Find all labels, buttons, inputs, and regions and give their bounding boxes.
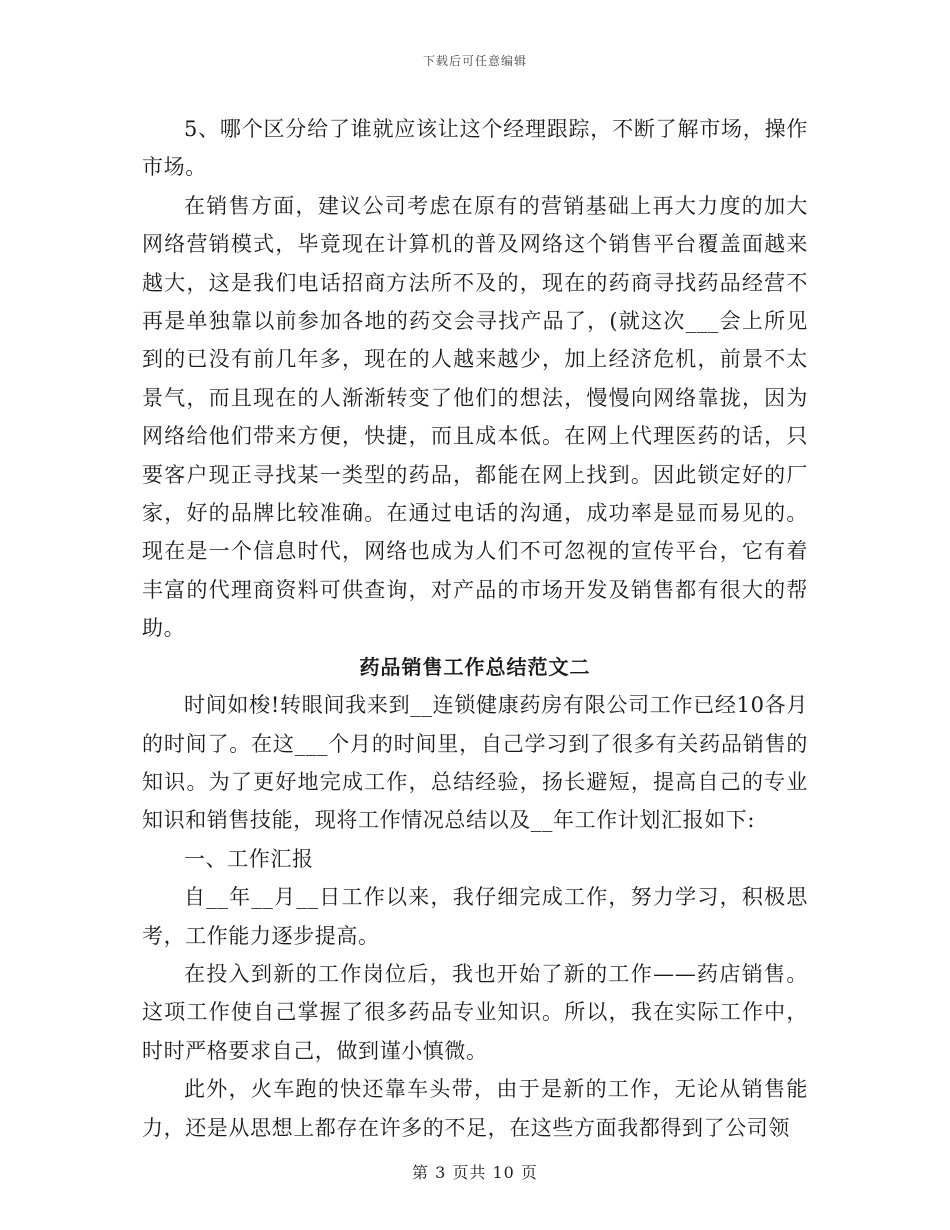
- subheading-work-report: 一、工作汇报: [184, 846, 314, 871]
- paragraph-item-5: 5、哪个区分给了谁就应该让这个经理跟踪，不断了解市场，操作市场。: [142, 117, 808, 180]
- section-title: 药品销售工作总结范文二: [359, 654, 591, 679]
- paragraph-work-start: 自__年__月__日工作以来，我仔细完成工作，努力学习，积极思考，工作能力逐步提高。: [142, 885, 808, 948]
- document-body: [142, 110, 808, 1147]
- paragraph-online-marketing: 在销售方面，建议公司考虑在原有的营销基础上再大力度的加大网络营销模式，毕竟现在计算机的普及网络这个销售平台覆盖面越来越大，这是我们电话招商方法所不及的，现在的药商寻找药品经营不再是单独靠以前参加各地的药交会寻找产品了，(就这次___会上所见到的已没有前几年多，现在的人越来越少，加上经济危机，前景不太景气，而且现在的人渐渐转变了他们的想法，慢慢向网络靠拢，因为网络给他们带来方便，快捷，而且成本低。在网上代理医药的话，只要客户现正寻找某一类型的药品，都能在网上找到。因此锁定好的厂家，好的品牌比较准确。在通过电话的沟通，成功率是显而易见的。现在是一个信息时代，网络也成为人们不可忽视的宣传平台，它有着丰富的代理商资料可供查询，对产品的市场开发及销售都有很大的帮助。: [142, 193, 808, 641]
- page-header: 下载后可任意编辑: [422, 54, 527, 68]
- paragraph-intro: 时间如梭!转眼间我来到__连锁健康药房有限公司工作已经10各月的时间了。在这___个月的时间里，自己学习到了很多有关药品销售的知识。为了更好地完成工作，总结经验，扬长避短，提高自己的专业知识和销售技能，现将工作情况总结以及__年工作计划汇报如下:: [142, 693, 808, 833]
- paragraph-guidance: 此外，火车跑的快还靠车头带，由于是新的工作，无论从销售能力，还是从思想上都存在许多的不足，在这些方面我都得到了公司领: [142, 1077, 808, 1140]
- paragraph-new-position: 在投入到新的工作岗位后，我也开始了新的工作——药店销售。这项工作使自己掌握了很多药品专业知识。所以，我在实际工作中，时时严格要求自己，做到谨小慎微。: [142, 961, 808, 1063]
- page-number-footer: 第 3 页共 10 页: [412, 1163, 538, 1182]
